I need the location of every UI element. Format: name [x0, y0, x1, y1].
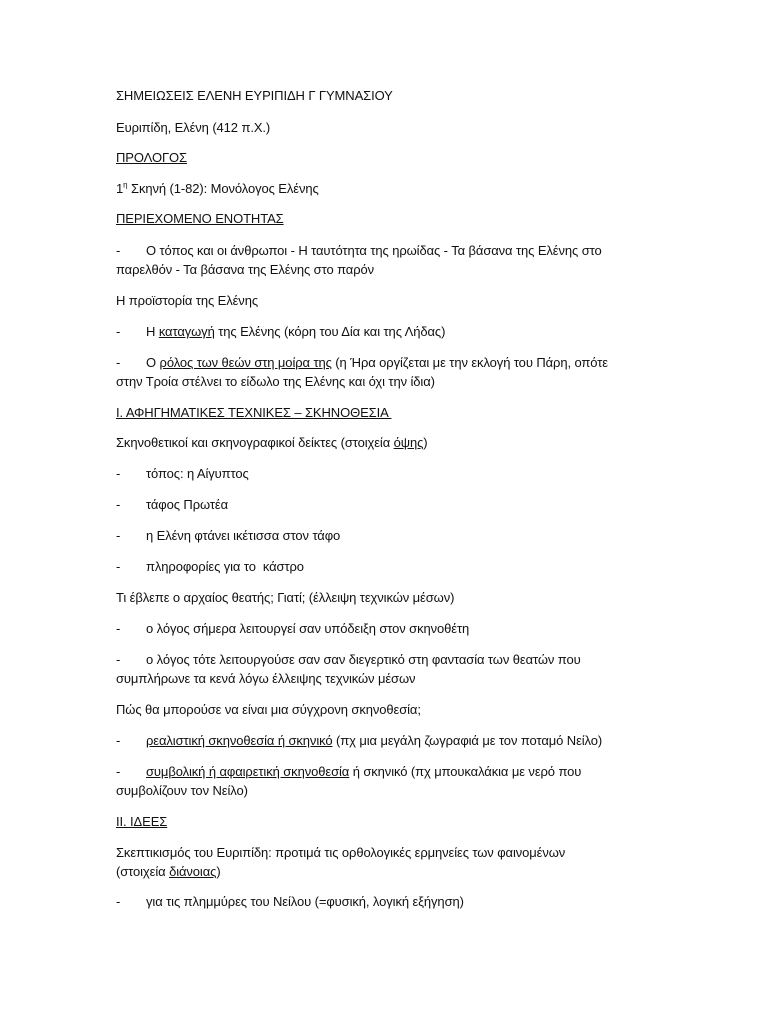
skepticism-prefix: (στοιχεία: [116, 864, 170, 879]
prehistory-heading: Η προϊστορία της Ελένης: [116, 293, 259, 308]
bullet-dash: -: [116, 621, 121, 636]
gods-suffix: (η Ήρα οργίζεται με την εκλογή του Πάρη, οπότε: [331, 355, 608, 370]
symbolic-underlined: συμβολική ή αφαιρετική σκηνοθεσία: [146, 764, 350, 779]
origin-item: [146, 323, 445, 341]
stage-underlined: όψης: [393, 435, 424, 450]
bullet-dash: -: [116, 528, 121, 543]
bullet-dash: -: [116, 355, 121, 370]
section2-heading: ΙΙ. ΙΔΕΕΣ: [116, 814, 168, 829]
floods-item: για τις πλημμύρες του Νείλου (=φυσική, λογική εξήγηση): [146, 894, 464, 909]
gods-role-line2: στην Τροία στέλνει το είδωλο της Ελένης και όχι την ίδια): [116, 374, 435, 389]
symbolic-item: [146, 763, 581, 781]
stage-prefix: Σκηνοθετικοί και σκηνογραφικοί δείκτες (στοιχεία: [116, 435, 394, 450]
realistic-item: [146, 732, 602, 750]
ancient-viewer-question: Τι έβλεπε ο αρχαίος θεατής; Γιατί; (έλλειψη τεχνικών μέσων): [116, 590, 455, 605]
bullet-dash: -: [116, 243, 121, 258]
realistic-underlined: ρεαλιστική σκηνοθεσία ή σκηνικό: [146, 733, 333, 748]
stage-suffix: ): [423, 435, 428, 450]
skepticism-line1: Σκεπτικισμός του Ευριπίδη: προτιμά τις ορθολογικές ερμηνείες των φαινομένων: [116, 845, 566, 860]
place-item: τόπος: η Αίγυπτος: [146, 466, 249, 481]
document-title: ΣΗΜΕΙΩΣΕΙΣ ΕΛΕΝΗ ΕΥΡΙΠΙΔΗ Γ ΓΥΜΝΑΣΙΟΥ: [116, 88, 393, 103]
gods-role-item: [146, 354, 608, 372]
bullet-dash: -: [116, 466, 121, 481]
symbolic-suffix: ή σκηνικό (πχ μπουκαλάκια με νερό που: [349, 764, 582, 779]
skepticism-line2: [116, 863, 221, 881]
content-heading: ΠΕΡΙΕΧΟΜΕΝΟ ΕΝΟΤΗΤΑΣ: [116, 211, 284, 226]
scene-ordinal-suffix: η: [123, 180, 128, 190]
origin-suffix: της Ελένης (κόρη του Δία και της Λήδας): [214, 324, 446, 339]
origin-prefix: Η: [146, 324, 159, 339]
castle-item: πληροφορίες για το κάστρο: [146, 559, 304, 574]
section1-heading: Ι. ΑΦΗΓΗΜΑΤΙΚΕΣ ΤΕΧΝΙΚΕΣ – ΣΚΗΝΟΘΕΣΙΑ: [116, 405, 392, 420]
realistic-suffix: (πχ μια μεγάλη ζωγραφιά με τον ποταμό Νείλο): [332, 733, 603, 748]
scene-description: Σκηνή (1-82): Μονόλογος Ελένης: [127, 181, 319, 196]
bullet-dash: -: [116, 497, 121, 512]
stage-indicators: [116, 434, 427, 452]
bullet-dash: -: [116, 559, 121, 574]
skepticism-suffix: ): [216, 864, 221, 879]
scene-number: 1: [116, 181, 124, 196]
bullet-dash: -: [116, 894, 121, 909]
origin-underlined: καταγωγή: [158, 324, 215, 339]
prologue-heading: ΠΡΟΛΟΓΟΣ: [116, 150, 187, 165]
then-item-line2: συμπλήρωνε τα κενά λόγω έλλειψης τεχνικών μέσων: [116, 671, 416, 686]
modern-staging-question: Πώς θα μπορούσε να είναι μια σύγχρονη σκηνοθεσία;: [116, 702, 421, 717]
bullet-dash: -: [116, 764, 121, 779]
scene-title: [116, 180, 319, 198]
today-item: ο λόγος σήμερα λειτουργεί σαν υπόδειξη στον σκηνοθέτη: [146, 621, 470, 636]
then-item-line1: ο λόγος τότε λειτουργούσε σαν σαν διεγερτικό στη φαντασία των θεατών που: [146, 652, 581, 667]
bullet-dash: -: [116, 324, 121, 339]
gods-underlined: ρόλος των θεών στη μοίρα της: [159, 355, 332, 370]
skepticism-underlined: διάνοιας: [169, 864, 217, 879]
content-summary-line2: παρελθόν - Τα βάσανα της Ελένης στο παρόν: [116, 262, 375, 277]
arrives-item: η Ελένη φτάνει ικέτισσα στον τάφο: [146, 528, 341, 543]
tomb-item: τάφος Πρωτέα: [146, 497, 228, 512]
work-reference: Ευριπίδη, Ελένη (412 π.Χ.): [116, 120, 271, 135]
gods-prefix: Ο: [146, 355, 160, 370]
symbolic-item-line2: συμβολίζουν τον Νείλο): [116, 783, 248, 798]
bullet-dash: -: [116, 733, 121, 748]
content-summary-line1: Ο τόπος και οι άνθρωποι - Η ταυτότητα της ηρωίδας - Τα βάσανα της Ελένης στο: [146, 243, 602, 258]
bullet-dash: -: [116, 652, 121, 667]
